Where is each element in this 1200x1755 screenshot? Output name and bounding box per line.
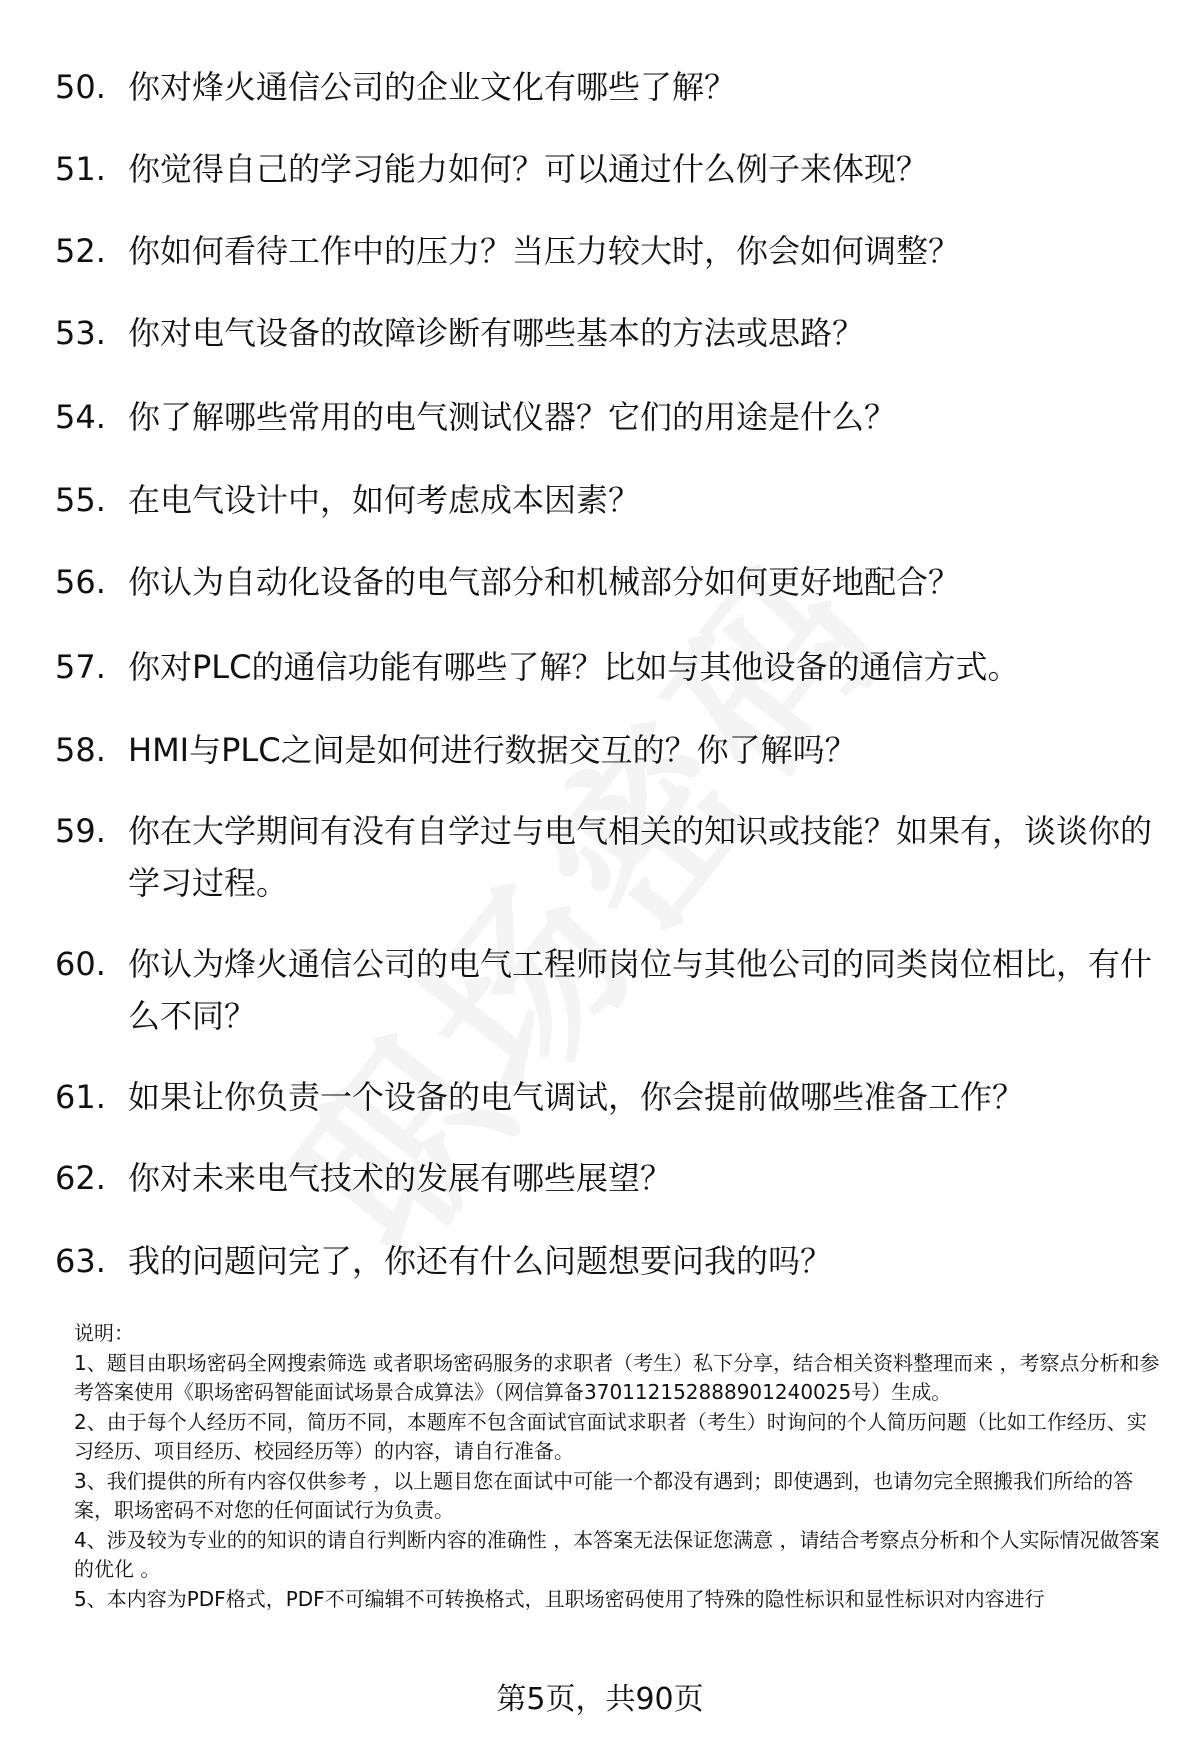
question-number: 60.	[55, 945, 106, 983]
question-number: 61.	[55, 1078, 106, 1116]
question-text: 你对PLC的通信功能有哪些了解？比如与其他设备的通信方式。	[128, 648, 1020, 686]
question-number: 55.	[55, 481, 106, 519]
question-text: 如果让你负责一个设备的电气调试，你会提前做哪些准备工作？	[128, 1078, 1025, 1116]
notes-title: 说明：	[74, 1321, 134, 1345]
note-item: 1、题目由职场密码全网搜索筛选 或者职场密码服务的求职者（考生）私下分享，结合相关资料整理而来 ，考察点分析和参考答案使用《职场密码智能面试场景合成算法》（网信算备370112152888901240025号）生成。	[74, 1350, 1160, 1404]
question-number: 53.	[55, 314, 106, 352]
question-text: 你认为自动化设备的电气部分和机械部分如何更好地配合？	[128, 563, 961, 601]
page-number: 第5页，共90页	[496, 1682, 704, 1717]
note-item: 5、本内容为PDF格式，PDF不可编辑不可转换格式，且职场密码使用了特殊的隐性标识和显性标识对内容进行	[74, 1586, 1045, 1611]
question-number: 52.	[55, 232, 106, 270]
question-number: 57.	[55, 648, 106, 686]
question-text: 在电气设计中，如何考虑成本因素？	[128, 481, 641, 519]
question-text: 你对电气设备的故障诊断有哪些基本的方法或思路？	[128, 314, 865, 352]
question-number: 54.	[55, 398, 106, 436]
question-text: 你如何看待工作中的压力？当压力较大时，你会如何调整？	[128, 232, 961, 270]
question-number: 58.	[55, 731, 106, 769]
note-item: 2、由于每个人经历不同，简历不同，本题库不包含面试官面试求职者（考生）时询问的个人简历问题（比如工作经历、实习经历、项目经历、校园经历等）的内容，请自行准备。	[74, 1409, 1147, 1463]
question-text: 你觉得自己的学习能力如何？可以通过什么例子来体现？	[128, 150, 929, 188]
question-text: 你对烽火通信公司的企业文化有哪些了解？	[128, 68, 737, 106]
question-number: 50.	[55, 68, 106, 106]
question-text: 你了解哪些常用的电气测试仪器？它们的用途是什么？	[128, 398, 897, 436]
note-item: 4、涉及较为专业的的知识的请自行判断内容的准确性 ，本答案无法保证您满意 ，请结合考察点分析和个人实际情况做答案的优化 。	[74, 1527, 1160, 1581]
note-item: 3、我们提供的所有内容仅供参考 ，以上题目您在面试中可能一个都没有遇到；即使遇到，也请勿完全照搬我们所给的答案，职场密码不对您的任何面试行为负责。	[74, 1468, 1134, 1522]
question-number: 63.	[55, 1242, 106, 1280]
question-text: 我的问题问完了，你还有什么问题想要问我的吗？	[128, 1242, 833, 1280]
question-text: HMI与PLC之间是如何进行数据交互的？你了解吗？	[128, 731, 857, 769]
question-number: 59.	[55, 812, 106, 850]
question-text: 你认为烽火通信公司的电气工程师岗位与其他公司的同类岗位相比，有什么不同？	[128, 945, 1153, 1035]
question-text: 你对未来电气技术的发展有哪些展望？	[128, 1159, 673, 1197]
notes-section	[74, 1319, 1164, 1614]
question-number: 51.	[55, 150, 106, 188]
question-number: 62.	[55, 1159, 106, 1197]
question-number: 56.	[55, 563, 106, 601]
question-text: 你在大学期间有没有自学过与电气相关的知识或技能？如果有，谈谈你的学习过程。	[128, 812, 1153, 902]
